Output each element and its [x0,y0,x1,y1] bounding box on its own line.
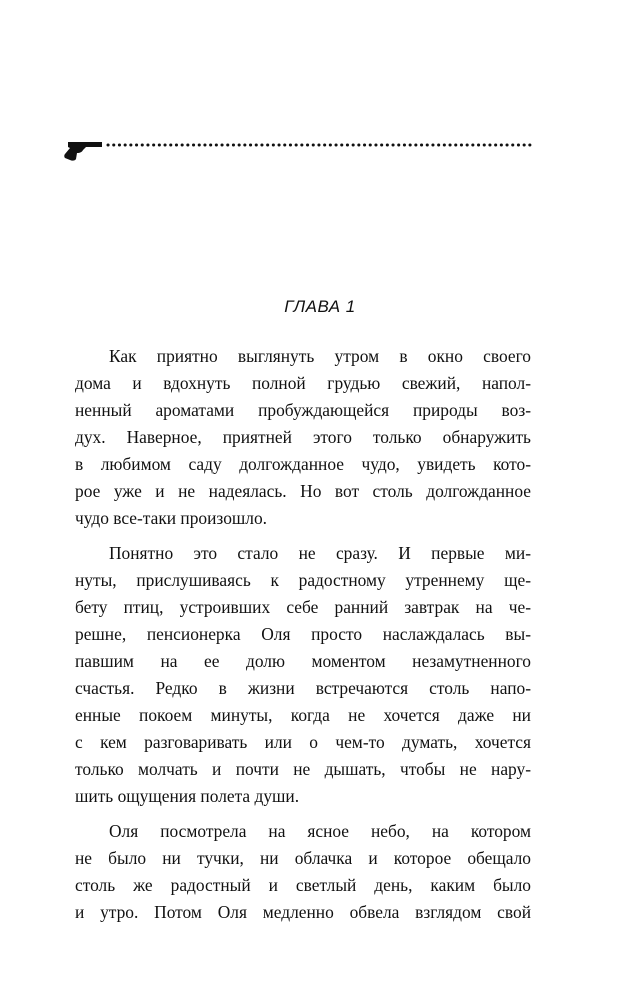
text-line: с кем разговаривать или о чем-то думать, хочется [75,732,531,752]
paragraph-1 [75,343,531,532]
text-line: только молчать и почти не дышать, чтобы не нару- [75,759,531,779]
paragraph-3 [75,818,531,926]
revolver-icon [64,142,102,161]
text-line: рое уже и не надеялась. Но вот столь долгожданное [75,481,531,501]
text-line: решне, пенсионерка Оля просто наслаждалась вы- [75,624,531,644]
text-line: дома и вдохнуть полной грудью свежий, напол- [75,373,531,393]
chapter-ornament [62,134,536,164]
chapter-title: ГЛАВА 1 [284,297,356,316]
text-line: в любимом саду долгожданное чудо, увидеть кото- [75,454,531,474]
text-line: чудо все-таки произошло. [75,508,268,528]
text-line: Оля посмотрела на ясное небо, на котором [109,821,531,841]
text-line: енные покоем минуты, когда не хочется даже ни [75,705,531,725]
text-line: Понятно это стало не сразу. И первые ми- [109,543,531,563]
text-line: шить ощущения полета души. [75,786,300,806]
text-line: счастья. Редко в жизни встречаются столь напо- [75,678,531,698]
text-line: павшим на ее долю моментом незамутненного [75,651,531,671]
chapter-body [75,343,531,934]
paragraph-2 [75,540,531,810]
text-line: столь же радостный и светлый день, каким было [75,875,531,895]
text-line: дух. Наверное, приятней этого только обнаружить [75,427,531,447]
text-line: ненный ароматами пробуждающейся природы воз- [75,400,531,420]
text-line: не было ни тучки, ни облачка и которое обещало [75,848,531,868]
text-line: Как приятно выглянуть утром в окно своего [109,346,531,366]
text-line: нуты, прислушиваясь к радостному утреннему ще- [75,570,531,590]
text-line: бету птиц, устроивших себе ранний завтрак на че- [75,597,531,617]
text-line: и утро. Потом Оля медленно обвела взглядом свой [75,902,531,922]
